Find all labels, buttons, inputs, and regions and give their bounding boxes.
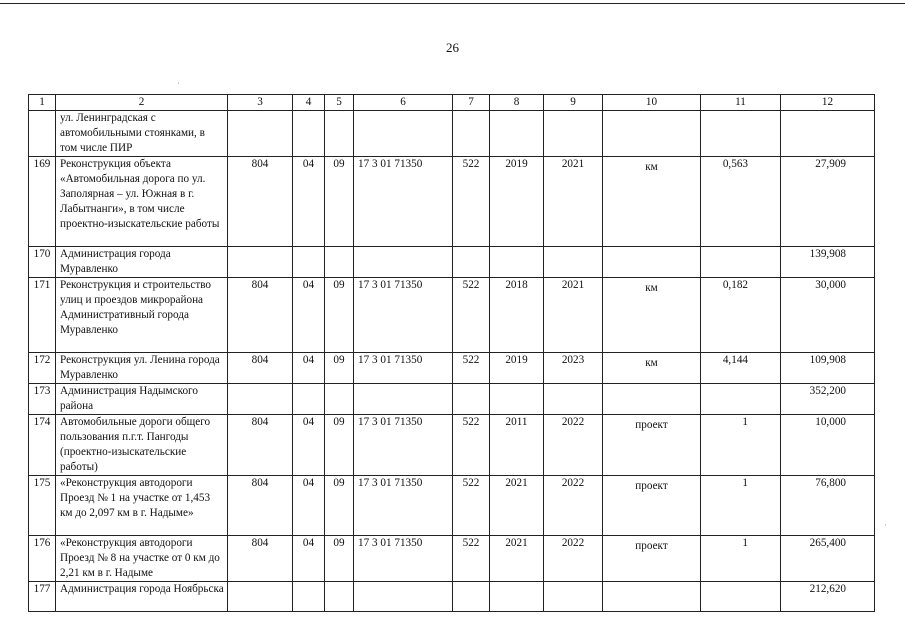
column-header: 1: [29, 95, 56, 111]
row-number-cell: 176: [29, 536, 56, 582]
table-cell: 265,400: [781, 536, 875, 582]
table-cell: [490, 384, 544, 415]
table-cell: 09: [325, 278, 354, 353]
table-cell: 2019: [490, 353, 544, 384]
table-cell: 522: [453, 157, 490, 247]
row-number-cell: 177: [29, 582, 56, 612]
table-cell: [293, 247, 325, 278]
table-cell: 2021: [490, 536, 544, 582]
table-cell: [544, 247, 603, 278]
table-cell: 17 3 01 71350: [354, 353, 453, 384]
table-cell: [325, 247, 354, 278]
table-cell: [701, 247, 781, 278]
table-cell: км: [603, 353, 701, 384]
table-row: [29, 476, 875, 536]
table-cell: [603, 247, 701, 278]
table-cell: [603, 111, 701, 157]
table-cell: 04: [293, 157, 325, 247]
table-cell: 1: [701, 536, 781, 582]
table-cell: 17 3 01 71350: [354, 278, 453, 353]
table-cell: [354, 247, 453, 278]
row-number-cell: 169: [29, 157, 56, 247]
column-header: 12: [781, 95, 875, 111]
table-cell: 09: [325, 536, 354, 582]
table-cell: 0,182: [701, 278, 781, 353]
table-cell: [453, 384, 490, 415]
table-cell: [325, 384, 354, 415]
table-cell: проект: [603, 415, 701, 476]
table-cell: 17 3 01 71350: [354, 476, 453, 536]
table-cell: проект: [603, 536, 701, 582]
table-cell: 04: [293, 476, 325, 536]
table-cell: 17 3 01 71350: [354, 157, 453, 247]
table-cell: 2021: [544, 278, 603, 353]
table-cell: км: [603, 157, 701, 247]
row-number-cell: 174: [29, 415, 56, 476]
table-cell: [228, 111, 293, 157]
table-cell: [544, 111, 603, 157]
table-cell: [228, 582, 293, 612]
item-name-cell: «Реконструкция автодороги Проезд № 1 на участке от 1,453 км до 2,097 км в г. Надыме»: [56, 476, 228, 536]
table-cell: [325, 582, 354, 612]
item-name-cell: ул. Ленинградская с автомобильными стоянками, в том числе ПИР: [56, 111, 228, 157]
table-cell: 522: [453, 415, 490, 476]
row-number-cell: [29, 111, 56, 157]
table-cell: 2021: [544, 157, 603, 247]
table-cell: 10,000: [781, 415, 875, 476]
table-cell: 76,800: [781, 476, 875, 536]
table-cell: [701, 111, 781, 157]
column-header: 5: [325, 95, 354, 111]
table-cell: 2022: [544, 415, 603, 476]
table-cell: [603, 384, 701, 415]
table-cell: 2022: [544, 536, 603, 582]
page-number: 26: [446, 40, 459, 55]
table-cell: 804: [228, 353, 293, 384]
table-row: [29, 582, 875, 612]
table-cell: 27,909: [781, 157, 875, 247]
table-cell: 1: [701, 476, 781, 536]
budget-table: [28, 94, 875, 612]
table-cell: 2022: [544, 476, 603, 536]
row-number-cell: 170: [29, 247, 56, 278]
table-cell: 522: [453, 353, 490, 384]
table-cell: 212,620: [781, 582, 875, 612]
table-cell: 04: [293, 415, 325, 476]
table-cell: [293, 582, 325, 612]
table-cell: [453, 582, 490, 612]
table-row: [29, 157, 875, 247]
row-number-cell: 175: [29, 476, 56, 536]
row-number-cell: 173: [29, 384, 56, 415]
table-row: [29, 353, 875, 384]
item-name-cell: Администрация Надымского района: [56, 384, 228, 415]
column-header: 7: [453, 95, 490, 111]
scan-mark: ·: [884, 520, 887, 530]
table-cell: [490, 247, 544, 278]
table-cell: [701, 384, 781, 415]
table-cell: 04: [293, 278, 325, 353]
table-cell: 352,200: [781, 384, 875, 415]
table-cell: [354, 384, 453, 415]
table-cell: 804: [228, 157, 293, 247]
table-cell: 804: [228, 415, 293, 476]
table-cell: [603, 582, 701, 612]
table-cell: 2011: [490, 415, 544, 476]
table-row: [29, 278, 875, 353]
table-cell: 4,144: [701, 353, 781, 384]
table-cell: 30,000: [781, 278, 875, 353]
table-cell: [354, 582, 453, 612]
table-cell: 2018: [490, 278, 544, 353]
row-number-cell: 171: [29, 278, 56, 353]
table-cell: [544, 384, 603, 415]
table-cell: 2019: [490, 157, 544, 247]
table-row: [29, 384, 875, 415]
table-cell: [490, 582, 544, 612]
table-cell: 09: [325, 157, 354, 247]
table-cell: [781, 111, 875, 157]
column-header: 3: [228, 95, 293, 111]
item-name-cell: Автомобильные дороги общего пользования п.г.т. Пангоды (проектно-изыскательские работы): [56, 415, 228, 476]
column-header: 9: [544, 95, 603, 111]
table-cell: [228, 384, 293, 415]
table-cell: 522: [453, 278, 490, 353]
table-cell: 09: [325, 415, 354, 476]
table-cell: 139,908: [781, 247, 875, 278]
item-name-cell: Администрация города Муравленко: [56, 247, 228, 278]
row-number-cell: 172: [29, 353, 56, 384]
table-cell: 109,908: [781, 353, 875, 384]
top-border-line: [0, 3, 905, 4]
table-cell: [453, 111, 490, 157]
table-cell: 522: [453, 536, 490, 582]
item-name-cell: Реконструкция объекта «Автомобильная дорога по ул. Заполярная – ул. Южная в г. Лабытнанги», в том числе проектно-изыскательские работы: [56, 157, 228, 247]
table-cell: 0,563: [701, 157, 781, 247]
table-cell: км: [603, 278, 701, 353]
column-header: 11: [701, 95, 781, 111]
item-name-cell: Реконструкция и строительство улиц и проездов микрорайона Административный города Муравленко: [56, 278, 228, 353]
table-cell: [293, 111, 325, 157]
column-header: 2: [56, 95, 228, 111]
table-cell: 04: [293, 353, 325, 384]
table-cell: [544, 582, 603, 612]
table-cell: [325, 111, 354, 157]
table-cell: 804: [228, 278, 293, 353]
table-cell: 17 3 01 71350: [354, 536, 453, 582]
table-cell: [354, 111, 453, 157]
table-cell: 804: [228, 536, 293, 582]
column-header: 4: [293, 95, 325, 111]
table-cell: [490, 111, 544, 157]
table-cell: 804: [228, 476, 293, 536]
table-cell: 04: [293, 536, 325, 582]
item-name-cell: «Реконструкция автодороги Проезд № 8 на участке от 0 км до 2,21 км в г. Надыме: [56, 536, 228, 582]
table-row: [29, 536, 875, 582]
scan-mark: ·: [177, 78, 180, 88]
table-cell: 09: [325, 476, 354, 536]
table-cell: 17 3 01 71350: [354, 415, 453, 476]
item-name-cell: Администрация города Ноябрьска: [56, 582, 228, 612]
table-cell: 2023: [544, 353, 603, 384]
table-cell: [453, 247, 490, 278]
column-header: 6: [354, 95, 453, 111]
table-cell: [228, 247, 293, 278]
table-cell: 2021: [490, 476, 544, 536]
table-cell: [701, 582, 781, 612]
table-cell: [293, 384, 325, 415]
column-header: 8: [490, 95, 544, 111]
table-header-row: [29, 95, 875, 111]
column-header: 10: [603, 95, 701, 111]
table-row: [29, 415, 875, 476]
item-name-cell: Реконструкция ул. Ленина города Муравленко: [56, 353, 228, 384]
table-cell: 09: [325, 353, 354, 384]
table-cell: 1: [701, 415, 781, 476]
table-cell: 522: [453, 476, 490, 536]
table-row: [29, 247, 875, 278]
table-cell: проект: [603, 476, 701, 536]
table-row: [29, 111, 875, 157]
